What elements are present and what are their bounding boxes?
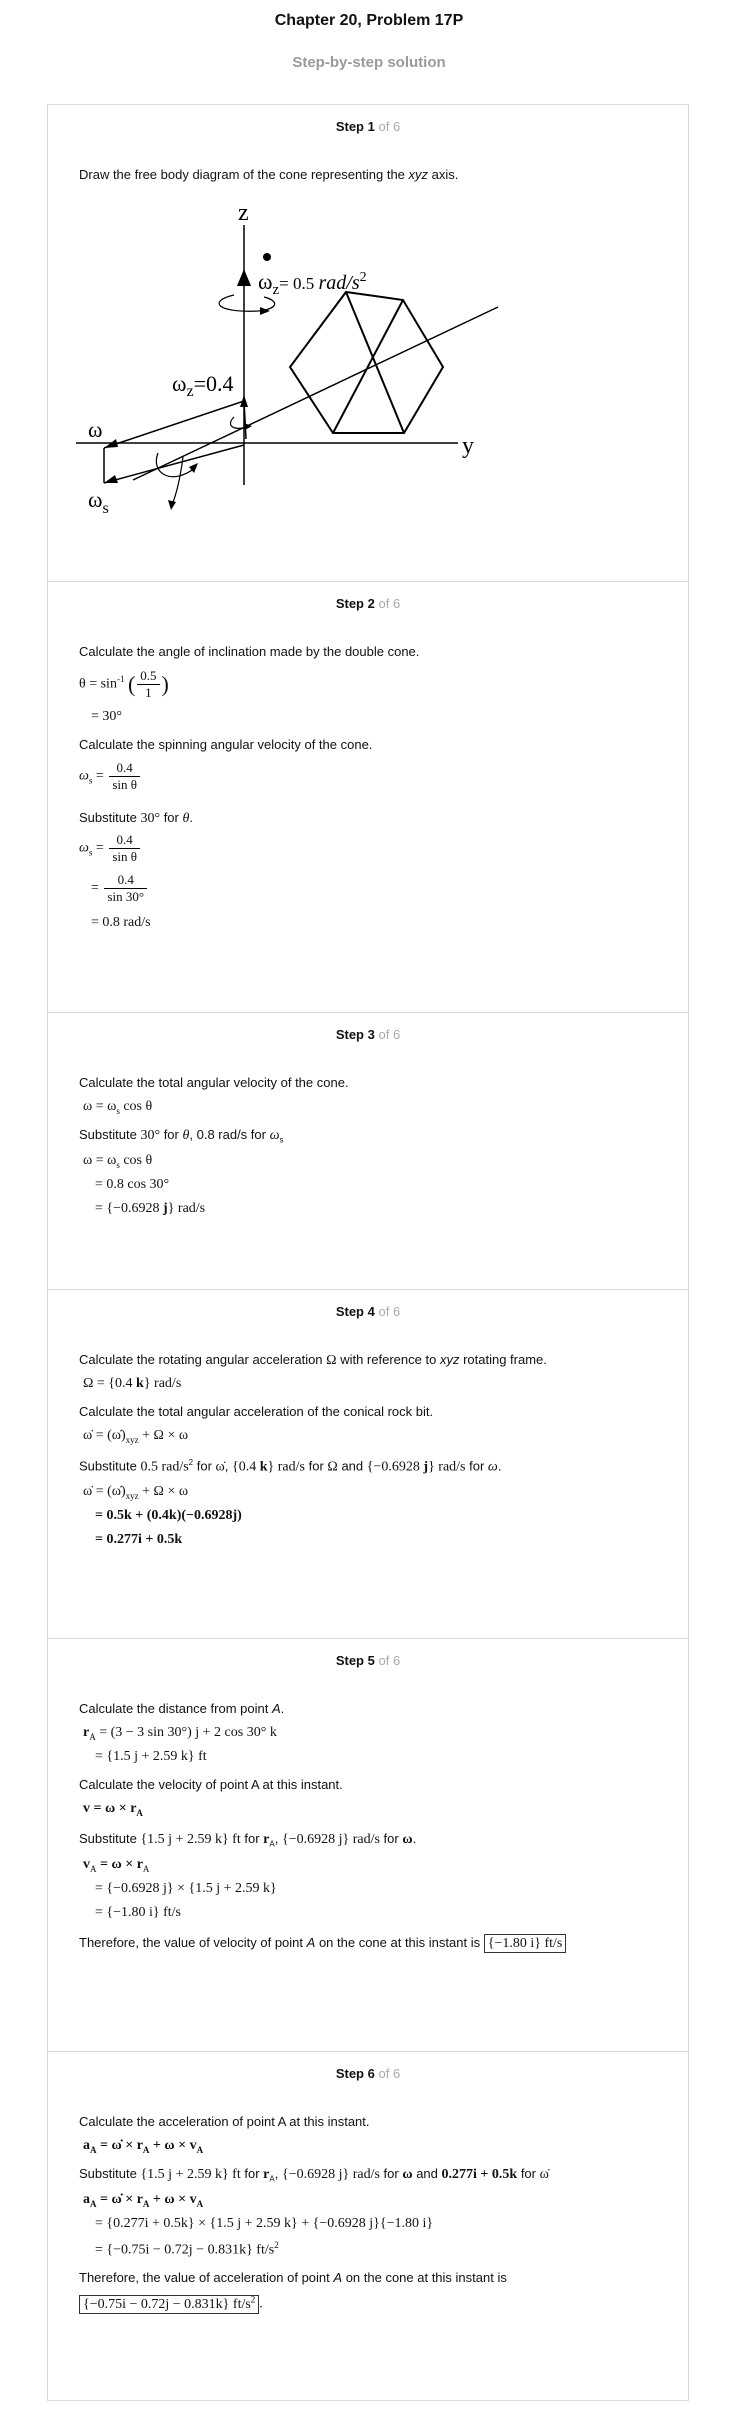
step-text: Calculate the total angular acceleration of the conical rock bit.: [79, 1404, 434, 1419]
omega-dot-arrow: [237, 269, 251, 286]
step-text: Substitute 30° for θ.: [79, 810, 193, 826]
step-header: [48, 2066, 688, 2081]
step-text: Calculate the angle of inclination made by the double cone.: [79, 644, 420, 659]
equation: $v_A = \omega \times r_A$: [83, 1857, 150, 1874]
step-total: of 6: [378, 2066, 401, 2081]
step-total: of 6: [378, 1027, 401, 1042]
step-header: [48, 596, 688, 611]
page-title: Chapter 20, Problem 17P: [274, 12, 464, 29]
step-header: [48, 119, 688, 134]
step-text: Calculate the rotating angular acceleration Ω with reference to xyz rotating frame.: [79, 1352, 547, 1368]
step-6: [48, 2052, 688, 2400]
step-text: Therefore, the value of acceleration of point A on the cone at this instant is: [79, 2270, 507, 2285]
arrow-head: [260, 307, 270, 315]
step-text: Calculate the velocity of point A at this instant.: [79, 1777, 343, 1792]
equation: = {−0.6928 j} rad/s: [95, 1201, 206, 1216]
text-part: Draw the free body diagram of the cone representing the: [79, 167, 409, 182]
equation: = 30°: [91, 709, 122, 724]
step-label: Step: [335, 596, 364, 611]
omega-z-label: $\omega_z=0.4$: [172, 371, 234, 400]
step-number: 1: [367, 119, 375, 134]
step-number: 4: [367, 1304, 375, 1319]
arc: [156, 453, 196, 477]
equation: $a_A$ = ω̇ × $r_A + \omega \times v_A$: [83, 2192, 204, 2209]
equation: $\omega_s$ = $\frac{0.4}{\text{sin θ}}$: [79, 832, 142, 865]
z-label: z: [238, 200, 249, 226]
dot-marker: [263, 253, 271, 261]
cone-edge: [333, 300, 403, 433]
equation: = 0.5k + (0.4k)(−0.6928j): [95, 1508, 242, 1523]
step-header: [48, 1027, 688, 1042]
step-total: of 6: [378, 119, 401, 134]
step-number: 3: [367, 1027, 375, 1042]
solution-container: [47, 104, 689, 2401]
step-text: Substitute 30° for θ, 0.8 rad/s for $\omega_s$: [79, 1127, 284, 1145]
equation: = {0.277i + 0.5k} × {1.5 j + 2.59 k} + {−0.6928 j}{−1.80 i}: [95, 2216, 434, 2231]
step-total: of 6: [378, 1304, 401, 1319]
step-2: [48, 582, 688, 1013]
step-text: Substitute {1.5 j + 2.59 k} ft for $r_A$, {−0.6928 j} rad/s for ω and 0.277i + 0.5k for ω̇: [79, 2166, 549, 2184]
step-header: [48, 1304, 688, 1319]
step-text: Calculate the distance from point A.: [79, 1701, 285, 1716]
step-label: Step: [335, 2066, 364, 2081]
equation: $\theta = \sin^{-1}$ ( $\frac{0.5}{1}$ ): [79, 668, 169, 700]
omega-label: ω: [88, 417, 103, 442]
step-label: Step: [335, 1653, 364, 1668]
text-part: axis.: [428, 167, 459, 182]
equation: = {−0.75i − 0.72j − 0.831k} $ft/s^2$: [95, 2240, 279, 2258]
step-5: [48, 1639, 688, 2052]
step-number: 6: [367, 2066, 375, 2081]
step-number: 5: [367, 1653, 375, 1668]
equation: = 0.277i + 0.5k: [95, 1532, 183, 1547]
step-text: Substitute {1.5 j + 2.59 k} ft for $r_A$, {−0.6928 j} rad/s for ω.: [79, 1831, 417, 1849]
step-1: [48, 105, 688, 582]
step-text: Calculate the acceleration of point A at this instant.: [79, 2114, 370, 2129]
arrow-head: [168, 500, 176, 510]
equation: $r_A = (3 - 3$ sin 30°) j + 2 cos 30° k: [83, 1725, 277, 1742]
omega-vector: [104, 401, 244, 448]
equation: ω̇ = $(\omegȧ)_{xyz} + \Omega \times \omega$: [83, 1428, 189, 1445]
equation: = 0.8 rad/s: [91, 915, 151, 930]
equation: = 0.8 cos 30°: [95, 1177, 170, 1192]
step-total: of 6: [378, 1653, 401, 1668]
equation: Ω = {0.4 k} rad/s: [83, 1376, 182, 1391]
rotation-arc-icon: [219, 295, 275, 311]
step-text: Substitute 0.5 rad/$s^2$ for ω̇, {0.4 k} rad/s for Ω and {−0.6928 j} rad/s for ω.: [79, 1458, 502, 1475]
equation: = {−1.80 i} ft/s: [95, 1905, 182, 1920]
step-number: 2: [367, 596, 375, 611]
step-label: Step: [335, 1304, 364, 1319]
step-text: Calculate the total angular velocity of the cone.: [79, 1075, 349, 1090]
omega-dot-label: $\omega_z^{= 0.5}$ rad/$s^2$: [258, 269, 367, 298]
equation: = $\frac{0.4}{\sin 30^\circ}$: [91, 872, 149, 905]
text-part: xyz: [408, 167, 429, 182]
answer-box: {−0.75i − 0.72j − 0.831k} $ft/s^2$: [79, 2295, 259, 2314]
equation: $\omega = \omega_s$ cos θ: [83, 1153, 153, 1170]
arrow-head: [104, 475, 118, 483]
equation: $\omega = \omega_s$ cos θ: [83, 1099, 153, 1116]
equation: = {1.5 j + 2.59 k} ft: [95, 1749, 207, 1764]
omega-s-label: $\omega_s$: [88, 487, 109, 517]
step-total: of 6: [378, 596, 401, 611]
cone-outline: [290, 292, 443, 433]
answer-line: {−0.75i − 0.72j − 0.831k} $ft/s^2$ .: [79, 2294, 263, 2313]
step-3: [48, 1013, 688, 1290]
step-text: Therefore, the value of velocity of point A on the cone at this instant is {−1.80 i} ft/s: [79, 1935, 566, 1952]
step-text: [79, 167, 458, 182]
page-subtitle: Step-by-step solution: [292, 54, 446, 71]
step-text: Calculate the spinning angular velocity of the cone.: [79, 737, 373, 752]
step-label: Step: [335, 1027, 364, 1042]
equation: $\omega_s$ = $\frac{0.4}{\text{sin θ}}$: [79, 760, 142, 793]
step-4: [48, 1290, 688, 1639]
free-body-diagram: [48, 195, 688, 525]
y-label: y: [462, 433, 474, 459]
equation: = {−0.6928 j} × {1.5 j + 2.59 k}: [95, 1881, 277, 1896]
step-header: [48, 1653, 688, 1668]
equation: $a_A$ = ω̇ × $r_A + \omega \times v_A$: [83, 2138, 204, 2155]
answer-box: {−1.80 i} ft/s: [484, 1934, 567, 1953]
equation: $v = \omega \times r_A$: [83, 1801, 143, 1818]
step-label: Step: [335, 119, 364, 134]
equation: ω̇ = $(\omegȧ)_{xyz} + \Omega \times \omega$: [83, 1484, 189, 1501]
